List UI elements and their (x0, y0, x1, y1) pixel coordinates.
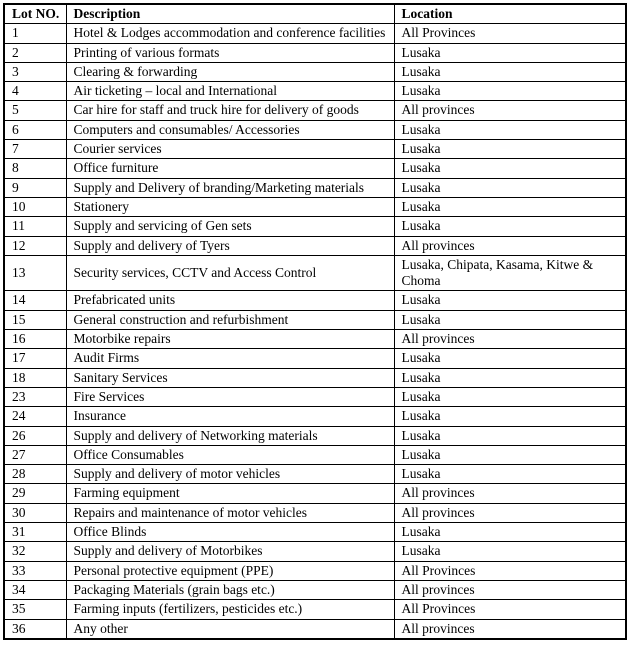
location-cell: All Provinces (394, 24, 626, 43)
location-cell: All provinces (394, 503, 626, 522)
location-cell: Lusaka (394, 310, 626, 329)
location-cell: Lusaka (394, 387, 626, 406)
table-row (4, 101, 626, 120)
description-cell: Office Consumables (66, 445, 394, 464)
location-cell: Lusaka (394, 62, 626, 81)
description-cell: Air ticketing – local and International (66, 82, 394, 101)
description-cell: Repairs and maintenance of motor vehicles (66, 503, 394, 522)
table-row (4, 542, 626, 561)
description-cell: Supply and Delivery of branding/Marketing materials (66, 178, 394, 197)
description-cell: Supply and servicing of Gen sets (66, 217, 394, 236)
table-row (4, 465, 626, 484)
table-row (4, 159, 626, 178)
lot-cell: 36 (4, 619, 66, 639)
table-row (4, 120, 626, 139)
description-cell: Supply and delivery of Motorbikes (66, 542, 394, 561)
location-cell: Lusaka (394, 523, 626, 542)
location-cell: All provinces (394, 484, 626, 503)
table-row (4, 426, 626, 445)
table-row (4, 600, 626, 619)
lot-cell: 17 (4, 349, 66, 368)
description-cell: Supply and delivery of Networking materials (66, 426, 394, 445)
lot-cell: 4 (4, 82, 66, 101)
table-row (4, 503, 626, 522)
lot-cell: 33 (4, 561, 66, 580)
description-cell: Any other (66, 619, 394, 639)
description-cell: General construction and refurbishment (66, 310, 394, 329)
location-cell: Lusaka (394, 368, 626, 387)
description-cell: Farming equipment (66, 484, 394, 503)
description-cell: Packaging Materials (grain bags etc.) (66, 580, 394, 599)
table-row (4, 255, 626, 291)
location-cell: Lusaka (394, 159, 626, 178)
location-cell: Lusaka (394, 465, 626, 484)
lot-cell: 35 (4, 600, 66, 619)
description-cell: Stationery (66, 197, 394, 216)
header-row (4, 4, 626, 24)
location-cell: Lusaka, Chipata, Kasama, Kitwe & Choma (394, 255, 626, 291)
lot-cell: 27 (4, 445, 66, 464)
lot-cell: 31 (4, 523, 66, 542)
lot-cell: 6 (4, 120, 66, 139)
lots-table (3, 3, 627, 640)
lot-cell: 10 (4, 197, 66, 216)
lot-cell: 8 (4, 159, 66, 178)
location-cell: Lusaka (394, 407, 626, 426)
lot-cell: 34 (4, 580, 66, 599)
table-row (4, 236, 626, 255)
description-cell: Office Blinds (66, 523, 394, 542)
table-row (4, 291, 626, 310)
lot-cell: 5 (4, 101, 66, 120)
table-row (4, 619, 626, 639)
table-row (4, 82, 626, 101)
description-cell: Sanitary Services (66, 368, 394, 387)
description-cell: Supply and delivery of Tyers (66, 236, 394, 255)
table-row (4, 523, 626, 542)
lot-cell: 30 (4, 503, 66, 522)
description-cell: Office furniture (66, 159, 394, 178)
description-cell: Fire Services (66, 387, 394, 406)
description-cell: Personal protective equipment (PPE) (66, 561, 394, 580)
location-cell: All Provinces (394, 600, 626, 619)
location-cell: Lusaka (394, 445, 626, 464)
description-cell: Insurance (66, 407, 394, 426)
location-cell: All provinces (394, 236, 626, 255)
col-header-location: Location (394, 4, 626, 24)
lot-cell: 12 (4, 236, 66, 255)
table-row (4, 484, 626, 503)
lots-table-container (3, 3, 625, 640)
table-row (4, 178, 626, 197)
location-cell: Lusaka (394, 426, 626, 445)
location-cell: All provinces (394, 330, 626, 349)
location-cell: All provinces (394, 619, 626, 639)
description-cell: Security services, CCTV and Access Control (66, 255, 394, 291)
location-cell: Lusaka (394, 197, 626, 216)
table-body (4, 24, 626, 639)
description-cell: Prefabricated units (66, 291, 394, 310)
description-cell: Supply and delivery of motor vehicles (66, 465, 394, 484)
location-cell: All Provinces (394, 561, 626, 580)
table-row (4, 217, 626, 236)
table-row (4, 387, 626, 406)
location-cell: All provinces (394, 580, 626, 599)
location-cell: Lusaka (394, 120, 626, 139)
location-cell: Lusaka (394, 43, 626, 62)
location-cell: Lusaka (394, 178, 626, 197)
table-row (4, 349, 626, 368)
table-row (4, 368, 626, 387)
description-cell: Clearing & forwarding (66, 62, 394, 81)
table-row (4, 43, 626, 62)
lot-cell: 32 (4, 542, 66, 561)
location-cell: Lusaka (394, 349, 626, 368)
table-row (4, 561, 626, 580)
table-row (4, 140, 626, 159)
location-cell: Lusaka (394, 82, 626, 101)
lot-cell: 29 (4, 484, 66, 503)
lot-cell: 15 (4, 310, 66, 329)
table-row (4, 197, 626, 216)
table-row (4, 330, 626, 349)
location-cell: Lusaka (394, 140, 626, 159)
description-cell: Computers and consumables/ Accessories (66, 120, 394, 139)
lot-cell: 1 (4, 24, 66, 43)
lot-cell: 7 (4, 140, 66, 159)
table-row (4, 62, 626, 81)
lot-cell: 3 (4, 62, 66, 81)
description-cell: Printing of various formats (66, 43, 394, 62)
lot-cell: 9 (4, 178, 66, 197)
table-row (4, 580, 626, 599)
lot-cell: 26 (4, 426, 66, 445)
col-header-lot-no: Lot NO. (4, 4, 66, 24)
lot-cell: 13 (4, 255, 66, 291)
location-cell: Lusaka (394, 217, 626, 236)
description-cell: Courier services (66, 140, 394, 159)
description-cell: Hotel & Lodges accommodation and conference facilities (66, 24, 394, 43)
table-row (4, 407, 626, 426)
location-cell: Lusaka (394, 542, 626, 561)
lot-cell: 11 (4, 217, 66, 236)
lot-cell: 28 (4, 465, 66, 484)
description-cell: Motorbike repairs (66, 330, 394, 349)
table-row (4, 445, 626, 464)
location-cell: All provinces (394, 101, 626, 120)
lot-cell: 16 (4, 330, 66, 349)
table-row (4, 24, 626, 43)
description-cell: Farming inputs (fertilizers, pesticides etc.) (66, 600, 394, 619)
col-header-description: Description (66, 4, 394, 24)
lot-cell: 23 (4, 387, 66, 406)
lot-cell: 14 (4, 291, 66, 310)
table-row (4, 310, 626, 329)
description-cell: Car hire for staff and truck hire for delivery of goods (66, 101, 394, 120)
location-cell: Lusaka (394, 291, 626, 310)
lot-cell: 2 (4, 43, 66, 62)
lot-cell: 24 (4, 407, 66, 426)
lot-cell: 18 (4, 368, 66, 387)
description-cell: Audit Firms (66, 349, 394, 368)
